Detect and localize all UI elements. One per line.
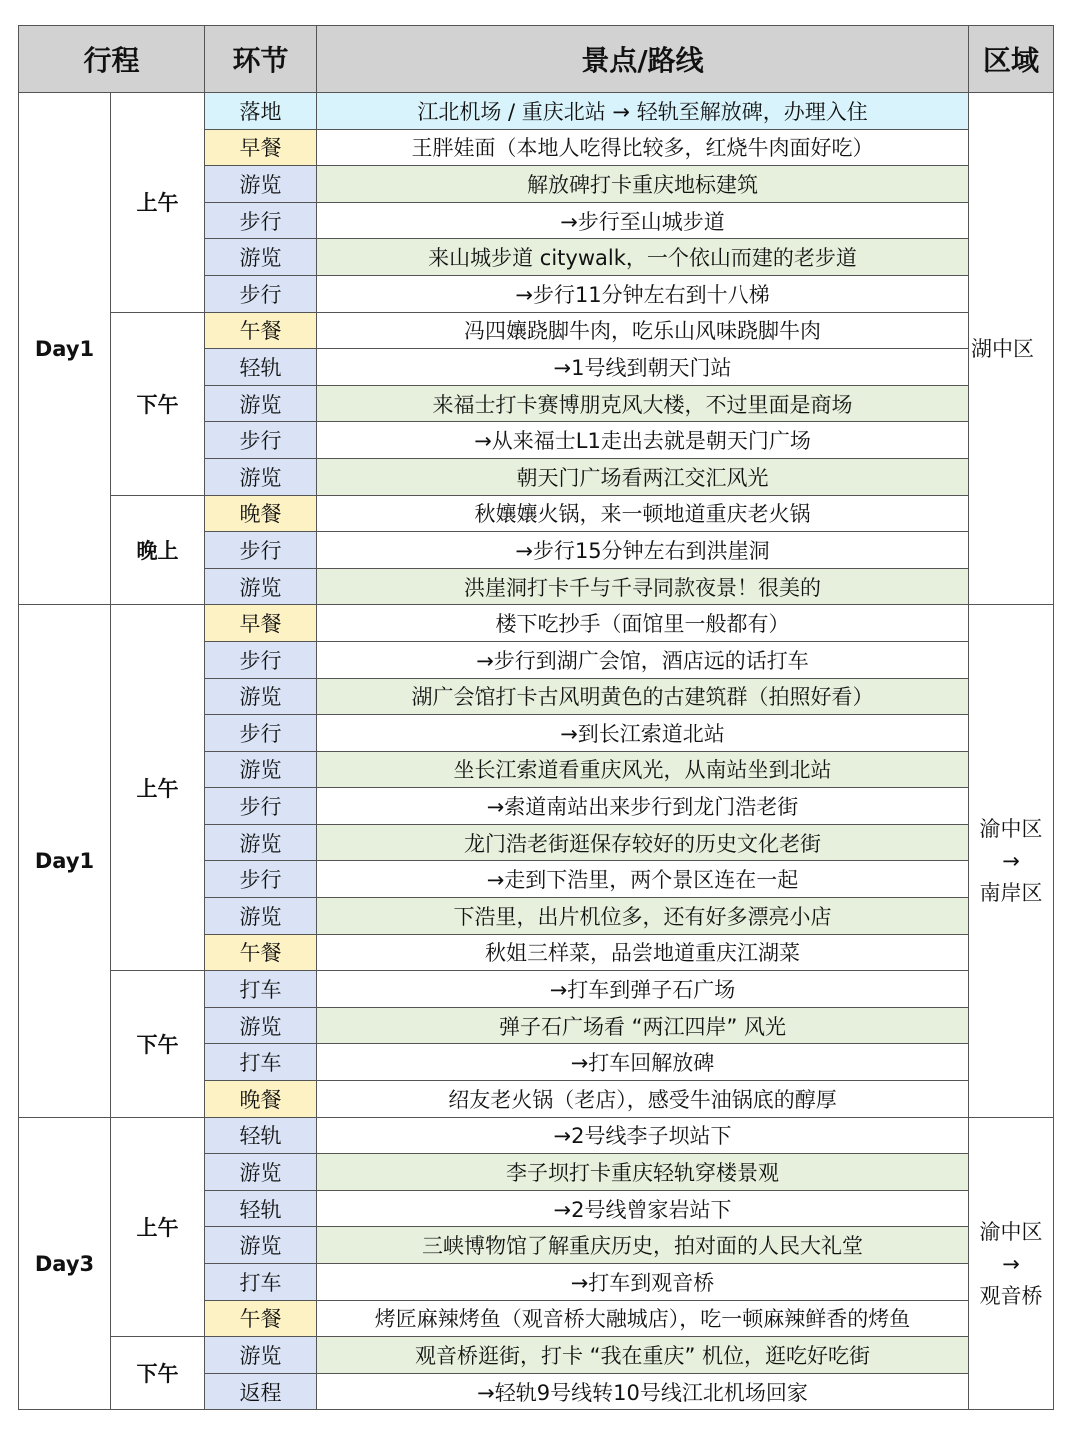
period-label: 下午	[111, 971, 205, 1117]
route-description: 来福士打卡赛博朋克风大楼，不过里面是商场	[317, 385, 969, 422]
route-description: 弹子石广场看 “两江四岸” 风光	[317, 1007, 969, 1044]
route-description: 李子坝打卡重庆轻轨穿楼景观	[317, 1154, 969, 1191]
table-row	[19, 1337, 1054, 1374]
route-description: 下浩里，出片机位多，还有好多漂亮小店	[317, 898, 969, 935]
route-description: →步行至山城步道	[317, 202, 969, 239]
route-description: 秋孃孃火锅，来一顿地道重庆老火锅	[317, 495, 969, 532]
activity-type: 步行	[205, 275, 317, 312]
route-description: 绍友老火锅（老店），感受牛油锅底的醇厚	[317, 1081, 969, 1118]
route-description: 烤匠麻辣烤鱼（观音桥大融城店），吃一顿麻辣鲜香的烤鱼	[317, 1300, 969, 1337]
table-row	[19, 312, 1054, 349]
activity-type: 游览	[205, 751, 317, 788]
route-description: 江北机场 / 重庆北站 → 轻轨至解放碑，办理入住	[317, 93, 969, 130]
activity-type: 午餐	[205, 312, 317, 349]
route-description: 来山城步道 citywalk，一个依山而建的老步道	[317, 239, 969, 276]
region-line: →	[1002, 848, 1020, 873]
day-label: Day3	[19, 1117, 111, 1410]
region-cell	[969, 93, 1054, 605]
activity-type: 游览	[205, 568, 317, 605]
activity-type: 游览	[205, 239, 317, 276]
activity-type: 午餐	[205, 934, 317, 971]
route-description: →从来福士L1走出去就是朝天门广场	[317, 422, 969, 459]
route-description: 观音桥逛街，打卡 “我在重庆” 机位，逛吃好吃街	[317, 1337, 969, 1374]
activity-type: 游览	[205, 678, 317, 715]
route-description: 朝天门广场看两江交汇风光	[317, 458, 969, 495]
route-description: 湖广会馆打卡古风明黄色的古建筑群（拍照好看）	[317, 678, 969, 715]
route-description: →2号线李子坝站下	[317, 1117, 969, 1154]
route-description: 楼下吃抄手（面馆里一般都有）	[317, 605, 969, 642]
route-description: 三峡博物馆了解重庆历史，拍对面的人民大礼堂	[317, 1227, 969, 1264]
route-description: 龙门浩老街逛保存较好的历史文化老街	[317, 824, 969, 861]
route-description: →走到下浩里，两个景区连在一起	[317, 861, 969, 898]
day-label: Day1	[19, 93, 111, 605]
route-description: →步行15分钟左右到洪崖洞	[317, 532, 969, 569]
activity-type: 游览	[205, 1007, 317, 1044]
activity-type: 步行	[205, 641, 317, 678]
header-row	[19, 26, 1054, 93]
activity-type: 返程	[205, 1373, 317, 1410]
itinerary-table	[18, 25, 1054, 1410]
period-label: 上午	[111, 605, 205, 971]
period-label: 下午	[111, 312, 205, 495]
period-label: 下午	[111, 1337, 205, 1410]
region-line: 观音桥	[979, 1283, 1043, 1308]
activity-type: 打车	[205, 1044, 317, 1081]
region-line: 南岸区	[979, 880, 1043, 905]
activity-type: 落地	[205, 93, 317, 130]
table-row	[19, 971, 1054, 1008]
route-description: →打车到弹子石广场	[317, 971, 969, 1008]
period-label: 晚上	[111, 495, 205, 605]
activity-type: 晚餐	[205, 1081, 317, 1118]
route-description: →到长江索道北站	[317, 715, 969, 752]
period-label: 上午	[111, 93, 205, 313]
route-description: →打车到观音桥	[317, 1264, 969, 1301]
region-cell	[969, 605, 1054, 1117]
route-description: →步行11分钟左右到十八梯	[317, 275, 969, 312]
route-description: →打车回解放碑	[317, 1044, 969, 1081]
route-description: →步行到湖广会馆，酒店远的话打车	[317, 641, 969, 678]
route-description: 王胖娃面（本地人吃得比较多，红烧牛肉面好吃）	[317, 129, 969, 166]
activity-type: 步行	[205, 532, 317, 569]
route-description: 洪崖洞打卡千与千寻同款夜景！很美的	[317, 568, 969, 605]
table-row	[19, 495, 1054, 532]
activity-type: 游览	[205, 824, 317, 861]
route-description: 坐长江索道看重庆风光，从南站坐到北站	[317, 751, 969, 788]
table-row	[19, 1117, 1054, 1154]
itinerary-body	[19, 93, 1054, 1410]
activity-type: 轻轨	[205, 349, 317, 386]
route-description: 冯四孃跷脚牛肉，吃乐山风味跷脚牛肉	[317, 312, 969, 349]
activity-type: 晚餐	[205, 495, 317, 532]
activity-type: 早餐	[205, 129, 317, 166]
activity-type: 游览	[205, 1227, 317, 1264]
activity-type: 步行	[205, 715, 317, 752]
region-line: →	[1002, 1251, 1020, 1276]
route-description: →2号线曾家岩站下	[317, 1190, 969, 1227]
region-cell	[969, 1117, 1054, 1410]
route-description: →轻轨9号线转10号线江北机场回家	[317, 1373, 969, 1410]
region-line: 渝中区	[979, 816, 1043, 841]
day-label: Day1	[19, 605, 111, 1117]
activity-type: 游览	[205, 385, 317, 422]
route-description: →1号线到朝天门站	[317, 349, 969, 386]
activity-type: 午餐	[205, 1300, 317, 1337]
route-description: →索道南站出来步行到龙门浩老街	[317, 788, 969, 825]
period-label: 上午	[111, 1117, 205, 1337]
activity-type: 游览	[205, 458, 317, 495]
activity-type: 打车	[205, 971, 317, 1008]
table-row	[19, 93, 1054, 130]
activity-type: 步行	[205, 202, 317, 239]
header-segment: 环节	[205, 26, 317, 93]
header-region: 区域	[969, 26, 1054, 93]
region-line: 渝中区	[979, 1219, 1043, 1244]
header-schedule: 行程	[19, 26, 205, 93]
region-line: 湖中区	[971, 336, 1035, 361]
activity-type: 打车	[205, 1264, 317, 1301]
activity-type: 早餐	[205, 605, 317, 642]
route-description: 解放碑打卡重庆地标建筑	[317, 166, 969, 203]
activity-type: 步行	[205, 788, 317, 825]
activity-type: 轻轨	[205, 1117, 317, 1154]
activity-type: 游览	[205, 1154, 317, 1191]
header-route: 景点/路线	[317, 26, 969, 93]
activity-type: 游览	[205, 1337, 317, 1374]
activity-type: 游览	[205, 166, 317, 203]
activity-type: 轻轨	[205, 1190, 317, 1227]
activity-type: 步行	[205, 422, 317, 459]
activity-type: 游览	[205, 898, 317, 935]
activity-type: 步行	[205, 861, 317, 898]
table-row	[19, 605, 1054, 642]
route-description: 秋姐三样菜，品尝地道重庆江湖菜	[317, 934, 969, 971]
